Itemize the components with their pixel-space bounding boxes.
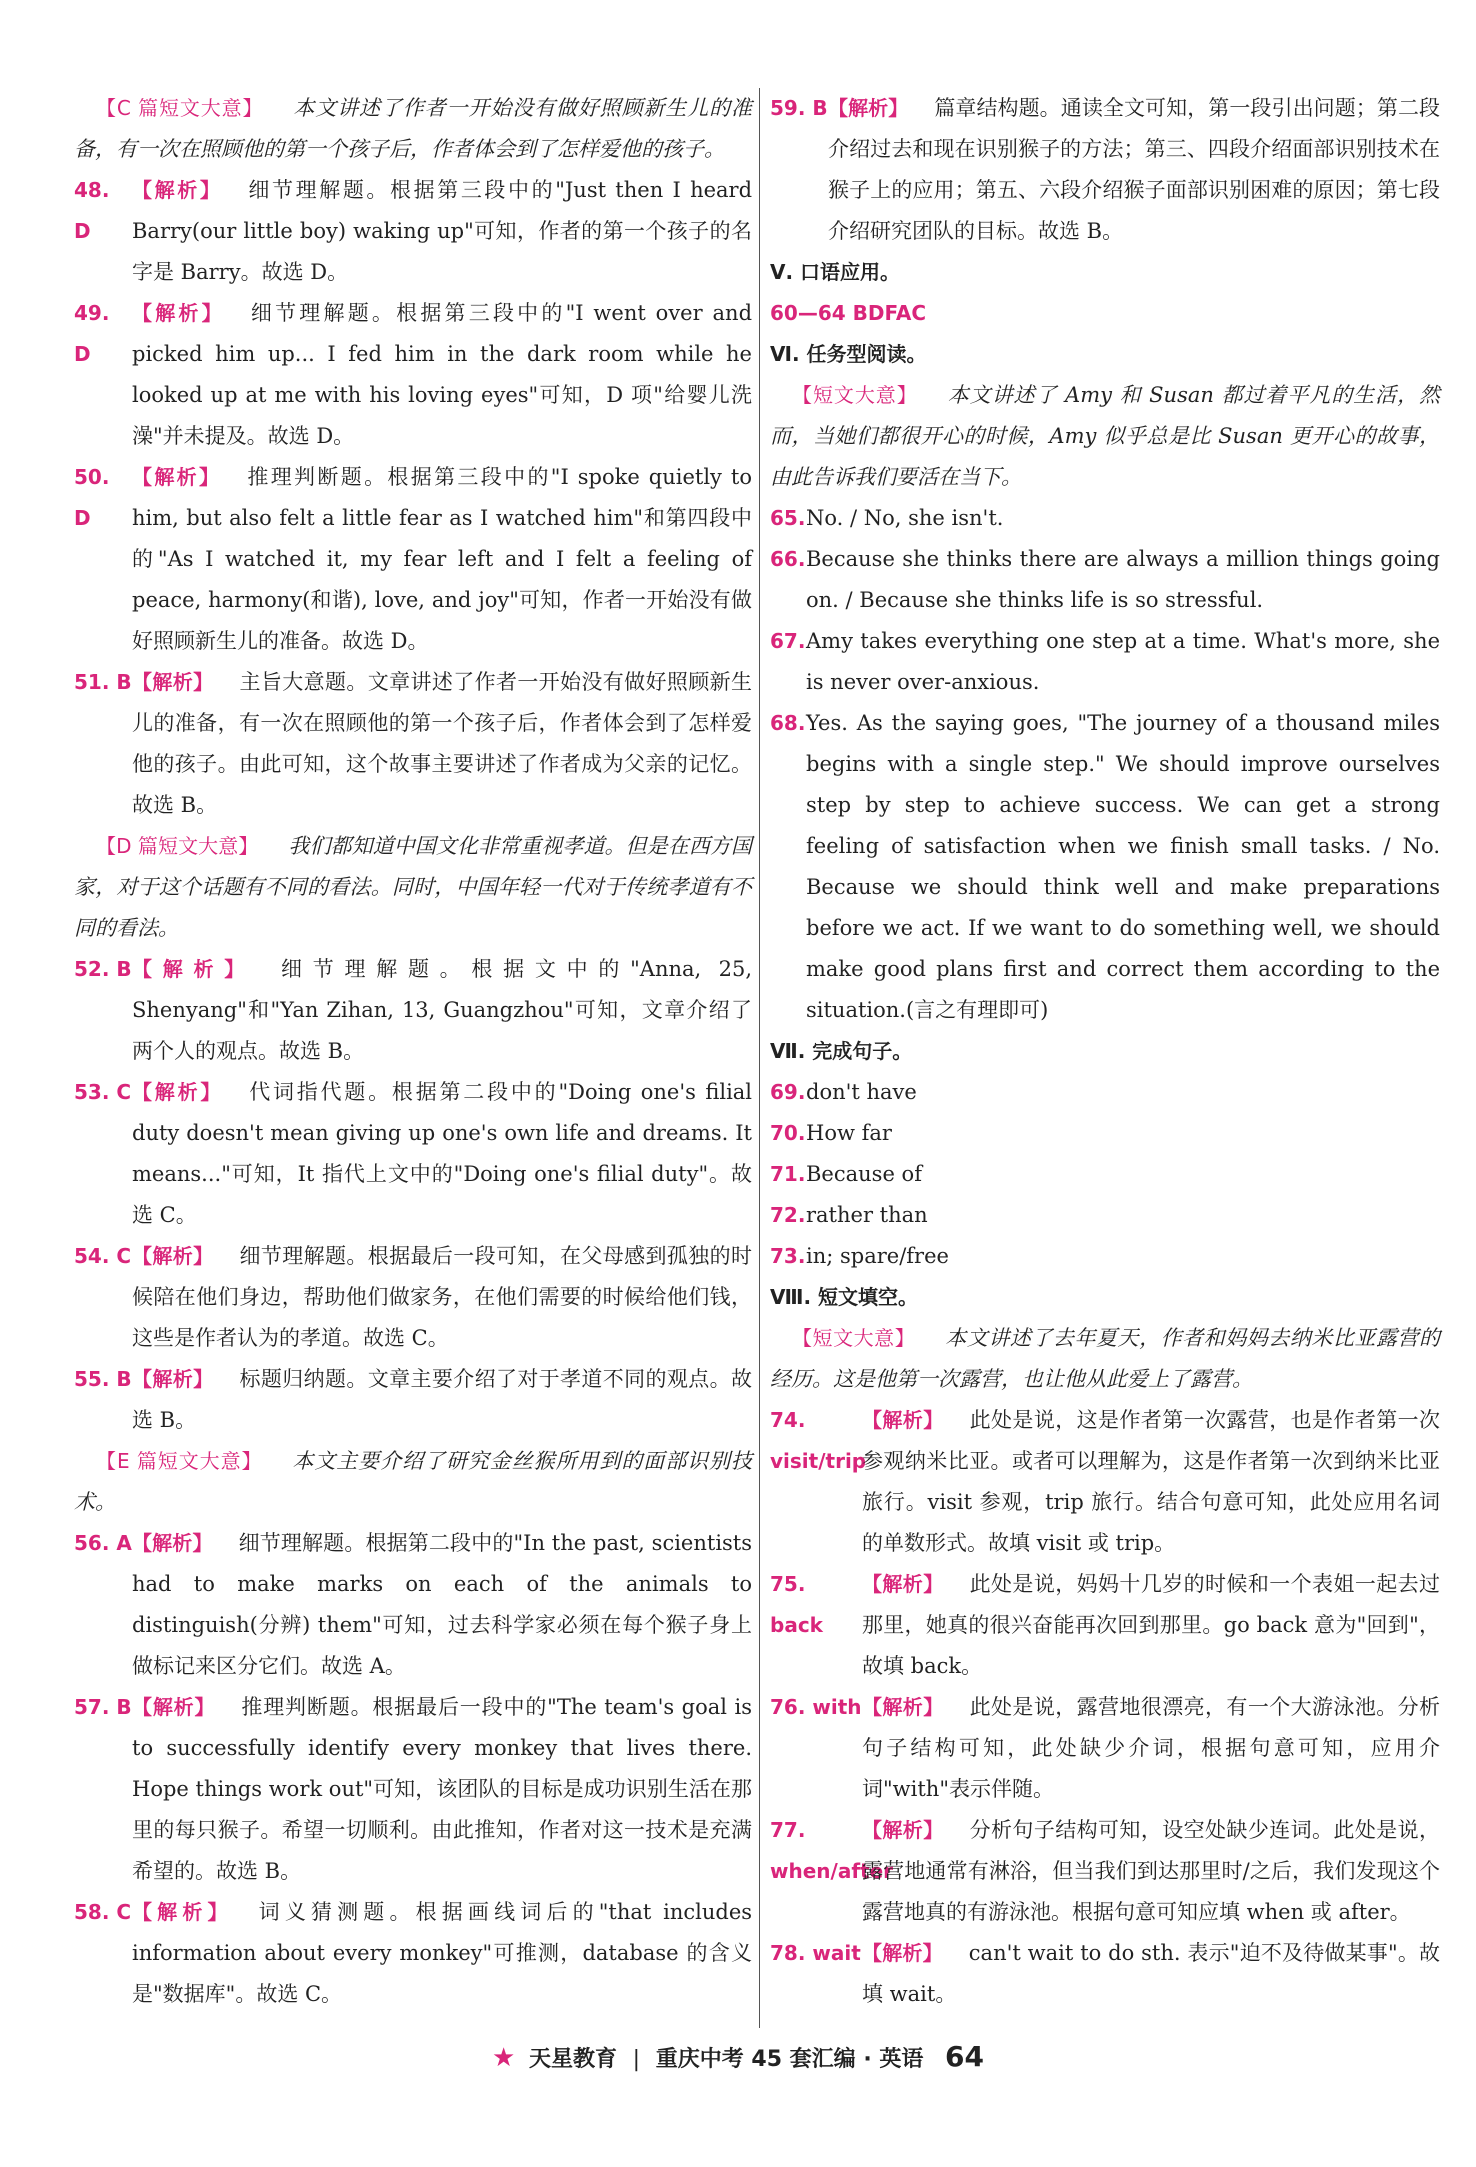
analysis-text: 推理判断题。根据第三段中的"I spoke quietly to him, but also felt a little fear as I watched him"和第四段中的"As I watched it, my fear left and I felt a feeling of peace, harmony(和谐), love, and joy"可知，作者一开始没有做好照顾新生儿的准备。故选 D。	[132, 465, 753, 653]
question-number: 72.	[770, 1203, 806, 1227]
answer-entry	[74, 1687, 752, 1892]
answer-body	[132, 170, 752, 293]
answer-number: 75. back	[770, 1572, 823, 1637]
question-answer	[770, 498, 1440, 539]
section-heading: Ⅶ. 完成句子。	[770, 1039, 913, 1063]
answer-number: 77. when/after	[770, 1818, 894, 1883]
analysis-tag: 【 解析 】	[132, 465, 221, 489]
answer-body	[132, 1687, 752, 1892]
answer-body	[132, 1359, 752, 1441]
answer-entry	[74, 1892, 752, 2015]
answer-entry	[770, 1400, 1440, 1564]
answer-body	[132, 1236, 752, 1359]
analysis-text: 细节理解题。根据最后一段可知，在父母感到孤独的时候陪在他们身边，帮助他们做家务，在他们需要的时候给他们钱，这些是作者认为的孝道。故选 C。	[132, 1244, 753, 1350]
analysis-text: 细节理解题。根据第三段中的"Just then I heard Barry(our little boy) waking up"可知，作者的第一个孩子的名字是 Barry。故选 D。	[132, 178, 753, 284]
analysis-tag: 【 解析 】	[862, 1572, 944, 1596]
question-answer-text: in; spare/free	[806, 1244, 949, 1268]
answer-number: 76. with	[770, 1695, 862, 1719]
footer-book-title: 重庆中考 45 套汇编 · 英语	[655, 2047, 924, 2072]
analysis-text: 细节理解题。根据第二段中的"In the past, scientists had to make marks on each of the animals to distinguish(分辨) them"可知，过去科学家必须在每个猴子身上做标记来区分它们。故选 A。	[132, 1531, 753, 1678]
analysis-tag: 【 解析 】	[828, 96, 908, 120]
analysis-text: 此处是说，这是作者第一次露营，也是作者第一次参观纳米比亚。或者可以理解为，这是作者第一次到纳米比亚旅行。visit 参观，trip 旅行。结合句意可知，此处应用名词的单数形式。故填 visit 或 trip。	[862, 1408, 1441, 1555]
answer-entry	[74, 1236, 752, 1359]
answer-entry	[770, 1687, 1440, 1810]
analysis-tag: 【 解析 】	[132, 957, 255, 981]
analysis-text: 细节理解题。根据文中的"Anna, 25, Shenyang"和"Yan Zihan, 13, Guangzhou"可知，文章介绍了两个人的观点。故选 B。	[132, 957, 753, 1063]
analysis-text: 篇章结构题。通读全文可知，第一段引出问题；第二段介绍过去和现在识别猴子的方法；第三、四段介绍面部识别技术在猴子上的应用；第五、六段介绍猴子面部识别困难的原因；第七段介绍研究团队的目标。故选 B。	[828, 96, 1441, 243]
answer-entry	[770, 1810, 1440, 1933]
summary-tag: 【 短文大意 】	[770, 383, 918, 407]
answer-body	[862, 1400, 1440, 1564]
section-heading: Ⅵ. 任务型阅读。	[770, 342, 927, 366]
answer-number: 51. B	[74, 670, 132, 694]
summary-tag: 【 C 篇短文大意 】	[74, 96, 263, 120]
analysis-text: 分析句子结构可知，设空处缺少连词。此处是说，露营地通常有淋浴，但当我们到达那里时/之后，我们发现这个露营地真的有游泳池。根据句意可知应填 when 或 after。	[862, 1818, 1441, 1924]
star-logo-icon: ★	[491, 2043, 516, 2073]
answer-entry	[74, 662, 752, 826]
section-heading: Ⅴ. 口语应用。	[770, 260, 901, 284]
analysis-text: 此处是说，妈妈十几岁的时候和一个表姐一起去过那里，她真的很兴奋能再次回到那里。go back 意为"回到"，故填 back。	[862, 1572, 1441, 1678]
analysis-text: 代词指代题。根据第二段中的"Doing one's filial duty doesn't mean giving up one's own life and dreams. It means..."可知，It 指代上文中的"Doing one's filial duty"。故选 C。	[132, 1080, 753, 1227]
question-answer-text: rather than	[806, 1203, 928, 1227]
question-number: 68.	[770, 711, 806, 735]
answer-entry	[74, 457, 752, 662]
footer-brand: 天星教育	[528, 2047, 617, 2072]
summary-text: 本文讲述了作者一开始没有做好照顾新生儿的准备，有一次在照顾他的第一个孩子后，作者体会到了怎样爱他的孩子。	[74, 96, 753, 161]
column-divider	[759, 88, 760, 2028]
answer-body	[862, 1687, 1440, 1810]
answer-number: 53. C	[74, 1080, 132, 1104]
answer-number: 57. B	[74, 1695, 132, 1719]
analysis-tag: 【 解析 】	[132, 1695, 215, 1719]
question-answer-text: Because she thinks there are always a million things going on. / Because she thinks life is so stressful.	[806, 547, 1440, 612]
answer-body	[132, 1072, 752, 1236]
analysis-text: 标题归纳题。文章主要介绍了对于孝道不同的观点。故选 B。	[132, 1367, 753, 1432]
answer-number: 52. B	[74, 957, 132, 981]
right-column	[770, 88, 1440, 2015]
answer-number: 78. wait	[770, 1941, 861, 1965]
answer-number: 55. B	[74, 1367, 132, 1391]
page-footer	[0, 2040, 1476, 2073]
analysis-tag: 【 解析 】	[132, 301, 225, 325]
answer-entry	[770, 1933, 1440, 2015]
answer-entry	[74, 293, 752, 457]
question-answer-text: Amy takes everything one step at a time. What's more, she is never over-anxious.	[806, 629, 1440, 694]
answer-body	[862, 1810, 1440, 1933]
analysis-tag: 【 解析 】	[862, 1941, 943, 1965]
analysis-text: 词义猜测题。根据画线词后的"that includes information about every monkey"可推测，database 的含义是"数据库"。故选 C。	[132, 1900, 753, 2006]
question-answer-text: Because of	[806, 1162, 922, 1186]
analysis-text: 细节理解题。根据第三段中的"I went over and picked him up... I fed him in the dark room while he looked up at me with his loving eyes"可知，D 项"给婴儿洗澡"并未提及。故选 D。	[132, 301, 753, 448]
question-number: 69.	[770, 1080, 806, 1104]
answer-entry	[74, 1359, 752, 1441]
answer-entry	[770, 88, 1440, 252]
answer-key-line: 60—64 BDFAC	[770, 301, 926, 325]
answer-body	[862, 1933, 1440, 2015]
summary-block	[74, 826, 752, 949]
answer-number: 48. D	[74, 178, 110, 243]
page-number: 64	[945, 2040, 985, 2073]
answer-number: 58. C	[74, 1900, 132, 1924]
analysis-tag: 【 解析 】	[132, 178, 222, 202]
analysis-tag: 【 解析 】	[132, 1244, 214, 1268]
answer-number: 54. C	[74, 1244, 132, 1268]
question-number: 73.	[770, 1244, 806, 1268]
question-answer	[770, 1154, 1440, 1195]
question-number: 65.	[770, 506, 806, 530]
analysis-text: 此处是说，露营地很漂亮，有一个大游泳池。分析句子结构可知，此处缺少介词，根据句意可知，应用介词"with"表示伴随。	[862, 1695, 1441, 1801]
summary-text: 本文主要介绍了研究金丝猴所用到的面部识别技术。	[74, 1449, 753, 1514]
summary-text: 本文讲述了去年夏天，作者和妈妈去纳米比亚露营的经历。这是他第一次露营，也让他从此爱上了露营。	[770, 1326, 1441, 1391]
analysis-text: 主旨大意题。文章讲述了作者一开始没有做好照顾新生儿的准备，有一次在照顾他的第一个孩子后，作者体会到了怎样爱他的孩子。由此可知，这个故事主要讲述了作者成为父亲的记忆。故选 B。	[132, 670, 753, 817]
answer-entry	[74, 170, 752, 293]
summary-tag: 【 D 篇短文大意 】	[74, 834, 258, 858]
summary-tag: 【 E 篇短文大意 】	[74, 1449, 262, 1473]
analysis-text: 推理判断题。根据最后一段中的"The team's goal is to successfully identify every monkey that lives there. Hope things work out"可知，该团队的目标是成功识别生活在那里的每只猴子。希望一切顺利。由此推知，作者对这一技术是充满希望的。故选 B。	[132, 1695, 753, 1883]
analysis-tag: 【 解析 】	[132, 670, 214, 694]
answer-body	[862, 1564, 1440, 1687]
summary-block	[770, 1318, 1440, 1400]
question-answer-text: Yes. As the saying goes, "The journey of a thousand miles begins with a single step." We should improve ourselves step by step to achieve success. We can get a strong feeling of satisfaction when we finish small tasks. / No. Because we should think well and make preparations before we act. If we want to do something well, we should make good plans first and correct them according to the situation.(言之有理即可)	[806, 711, 1440, 1022]
answer-entry	[74, 949, 752, 1072]
question-answer	[770, 1072, 1440, 1113]
question-number: 66.	[770, 547, 806, 571]
question-answer-text: No. / No, she isn't.	[806, 506, 1004, 530]
question-number: 71.	[770, 1162, 806, 1186]
summary-block	[74, 1441, 752, 1523]
question-answer	[770, 1236, 1440, 1277]
summary-block	[74, 88, 752, 170]
analysis-tag: 【 解析 】	[862, 1408, 944, 1432]
analysis-text: can't wait to do sth. 表示"迫不及待做某事"。故填 wait。	[862, 1941, 1441, 2006]
question-answer-text: don't have	[806, 1080, 917, 1104]
answer-number: 50. D	[74, 465, 110, 530]
analysis-tag: 【 解析 】	[862, 1818, 944, 1842]
footer-separator: |	[632, 2047, 641, 2072]
answer-body	[132, 1523, 752, 1687]
answer-body	[828, 88, 1440, 252]
answer-body	[132, 662, 752, 826]
answer-entry	[770, 1564, 1440, 1687]
question-answer	[770, 621, 1440, 703]
summary-text: 我们都知道中国文化非常重视孝道。但是在西方国家，对于这个话题有不同的看法。同时，中国年轻一代对于传统孝道有不同的看法。	[74, 834, 753, 940]
analysis-tag: 【 解析 】	[132, 1080, 223, 1104]
summary-tag: 【 短文大意 】	[770, 1326, 915, 1350]
question-answer	[770, 1113, 1440, 1154]
answer-body	[132, 1892, 752, 2015]
answer-number: 74. visit/trip	[770, 1408, 867, 1473]
answer-number: 56. A	[74, 1531, 132, 1555]
answer-entry	[74, 1072, 752, 1236]
analysis-tag: 【 解析 】	[132, 1531, 213, 1555]
left-column	[74, 88, 752, 2015]
question-answer	[770, 539, 1440, 621]
summary-text: 本文讲述了 Amy 和 Susan 都过着平凡的生活，然而，当她们都很开心的时候，Amy 似乎总是比 Susan 更开心的故事，由此告诉我们要活在当下。	[770, 383, 1441, 489]
analysis-tag: 【 解析 】	[132, 1900, 233, 1924]
analysis-tag: 【 解析 】	[132, 1367, 214, 1391]
answer-entry	[74, 1523, 752, 1687]
question-answer-text: How far	[806, 1121, 892, 1145]
answer-body	[132, 293, 752, 457]
answer-number: 49. D	[74, 301, 110, 366]
question-answer	[770, 1195, 1440, 1236]
analysis-tag: 【 解析 】	[862, 1695, 944, 1719]
question-answer	[770, 703, 1440, 1031]
question-number: 70.	[770, 1121, 806, 1145]
section-heading: Ⅷ. 短文填空。	[770, 1285, 919, 1309]
answer-number: 59. B	[770, 96, 828, 120]
answer-body	[132, 949, 752, 1072]
answer-body	[132, 457, 752, 662]
summary-block	[770, 375, 1440, 498]
question-number: 67.	[770, 629, 806, 653]
